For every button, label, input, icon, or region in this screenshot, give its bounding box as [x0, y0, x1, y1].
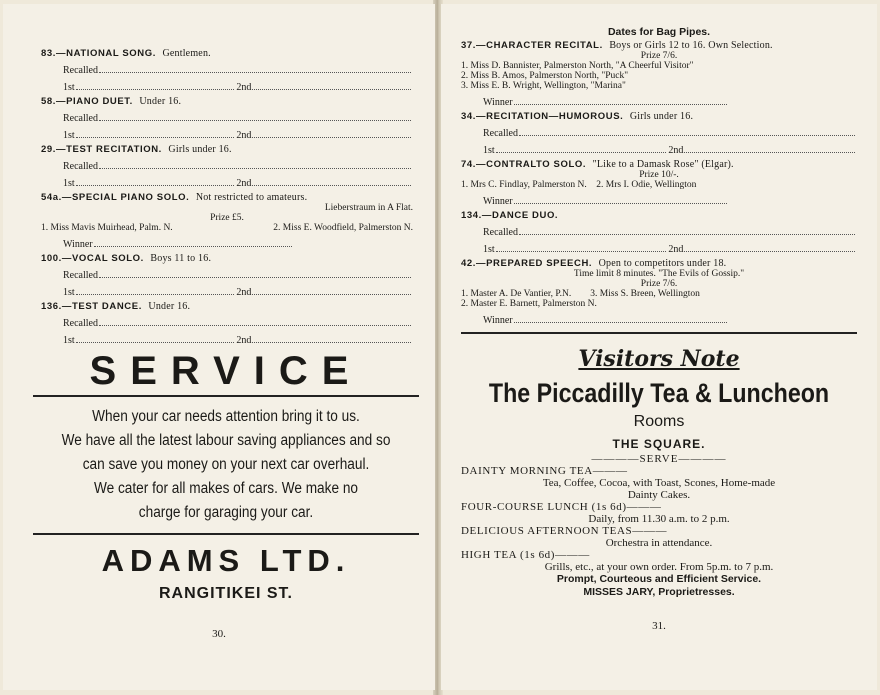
ad-rooms: Rooms — [633, 413, 685, 430]
ad-visitors-note: Visitors Note — [578, 346, 740, 372]
entry-character-recital: 37.—CHARACTER RECITAL. Boys or Girls 12 to 16. Own Selection. Prize 7/6. 1. Miss D. Bannister, Palmerston North, "A Cheerful Visitor" 2. Miss B. Amos, Palmerston North, "Puck" 3. Miss E. B. Wright, Wellington, "Marina" Winner — [461, 40, 773, 108]
page-number-right: 31. — [652, 620, 666, 632]
entry-piano-duet: 58.—PIANO DUET. Under 16. Recalled 1st 2nd — [41, 96, 413, 141]
menu-item: DELICIOUS AFTERNOON TEAS——— — [461, 525, 668, 537]
menu-item: HIGH TEA (1s 6d)——— — [461, 549, 590, 561]
ad-serve: ————SERVE———— — [591, 453, 727, 465]
right-page — [441, 4, 877, 690]
ad-body-line: We cater for all makes of cars. We make no — [93, 480, 359, 497]
page-heading: Dates for Bag Pipes. — [607, 26, 711, 38]
left-page — [3, 4, 435, 690]
ad-proprietors: MISSES JARY, Proprietresses. — [583, 586, 735, 598]
entry-recitation-humorous: 34.—RECITATION—HUMOROUS. Girls under 16. Recalled 1st 2nd — [461, 111, 857, 156]
menu-item: DAINTY MORNING TEA——— — [461, 465, 628, 477]
piccadilly-advertisement: Visitors Note The Piccadilly Tea & Luncheon Rooms THE SQUARE. ————SERVE———— DAINTY MORNING TEA——— Tea, Coffee, Cocoa, with Toast, Scones, Home-made Dainty Cakes. FOUR-COURSE LUNCH (1s 6d)——— Daily, from 11.30 a.m. to 2 p.m. DELICIOUS AFTERNOON TEAS——— Orchestra in attendance. HIGH TEA (1s 6d)——— Grills, etc., at your own order. From 5p.m. to 7 p.m. Prompt, Courteous and Efficient Service. MISSES JARY, Proprietresses. — [461, 346, 857, 599]
ad-business-name: The Piccadilly Tea & Luncheon — [488, 378, 830, 408]
adams-advertisement — [33, 349, 419, 603]
entry-title: NATIONAL SONG. — [66, 48, 156, 59]
entry-national-song: 83.—NATIONAL SONG. Gentlemen. Recalled 1st 2nd — [41, 48, 413, 93]
page-number-left: 30. — [212, 628, 226, 640]
ad-heading: SERVICE — [89, 349, 363, 393]
entry-vocal-solo: 100.—VOCAL SOLO. Boys 11 to 16. Recalled 1st 2nd — [41, 253, 413, 298]
entry-test-dance: 136.—TEST DANCE. Under 16. Recalled 1st 2nd — [41, 301, 413, 346]
ad-company: ADAMS LTD. — [101, 543, 351, 578]
ad-street: RANGITIKEI ST. — [158, 585, 293, 602]
entry-test-recitation: 29.—TEST RECITATION. Girls under 16. Recalled 1st 2nd — [41, 144, 413, 189]
entry-contralto-solo: 74.—CONTRALTO SOLO. "Like to a Damask Rose" (Elgar). Prize 10/-. 1. Mrs C. Findlay, Palmerston N. 2. Mrs I. Odie, Wellington Winner — [461, 159, 734, 207]
ad-body-line: We have all the latest labour saving appliances and so — [61, 432, 391, 449]
ad-service-line: Prompt, Courteous and Efficient Service. — [556, 573, 762, 585]
ad-body-line: charge for garaging your car. — [138, 504, 314, 521]
ad-location: THE SQUARE. — [612, 437, 706, 451]
entry-dance-duo: 134.—DANCE DUO. Recalled 1st 2nd — [461, 210, 857, 255]
menu-item: FOUR-COURSE LUNCH (1s 6d)——— — [461, 501, 662, 513]
entry-special-piano-solo: 54a.—SPECIAL PIANO SOLO. Not restricted to amateurs. Lieberstraum in A Flat. Prize £5. 1. Miss Mavis Muirhead, Palm. N. 2. Miss E. Woodfield, Palmerston N. Winner — [41, 192, 413, 250]
ad-body-line: When your car needs attention bring it to us. — [92, 408, 360, 425]
entry-prepared-speech: 42.—PREPARED SPEECH. Open to competitors under 18. Time limit 8 minutes. "The Evils of Gossip." Prize 7/6. 1. Master A. De Vantier, P.N. 3. Miss S. Breen, Wellington 2. Master E. Barnett, Palmerston N. Winner — [461, 258, 745, 326]
ad-body-line: can save you money on your next car overhaul. — [82, 456, 370, 473]
